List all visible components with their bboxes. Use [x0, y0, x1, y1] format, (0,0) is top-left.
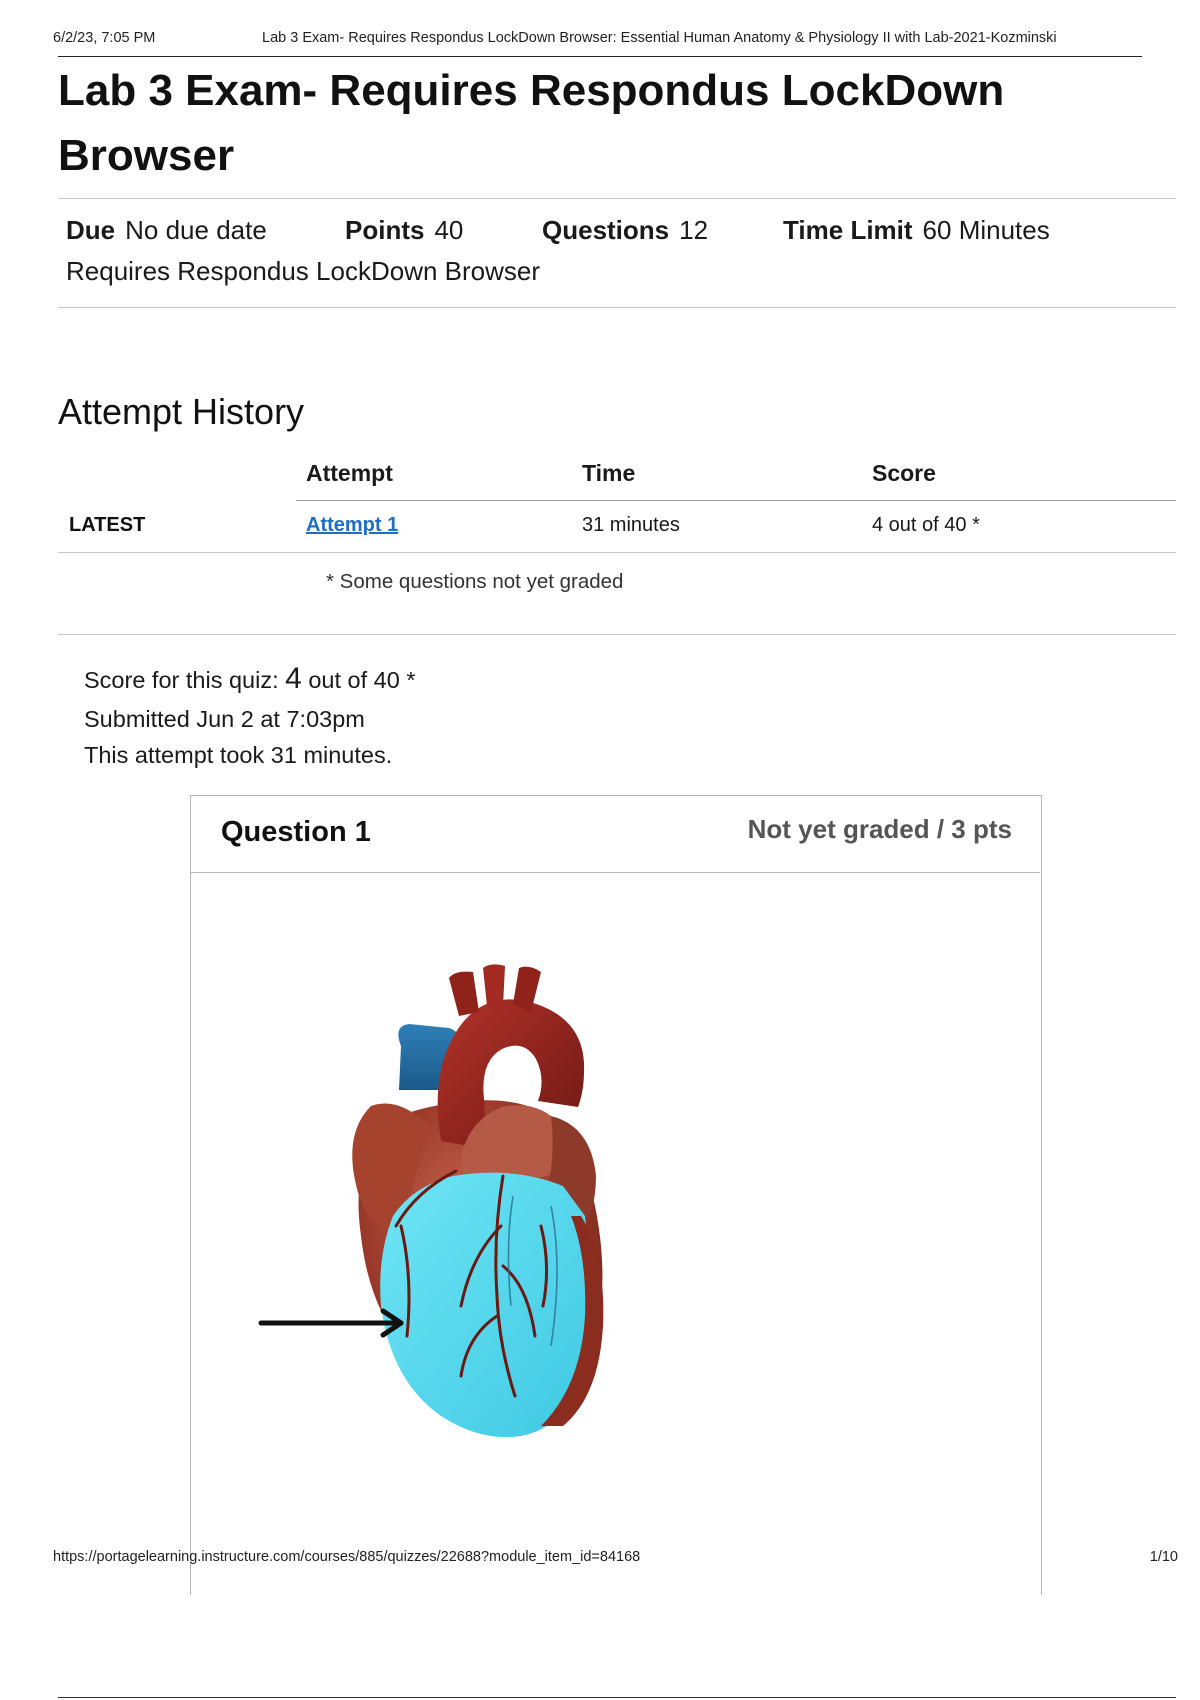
lockdown-requirement: Requires Respondus LockDown Browser: [66, 256, 541, 286]
points-value: 40: [434, 215, 464, 245]
table-row-divider: [58, 552, 1176, 553]
time-limit-label: Time Limit: [783, 215, 913, 245]
attempt-1-link[interactable]: Attempt 1: [306, 514, 399, 536]
due-label: Due: [66, 215, 116, 245]
time-limit-value: 60 Minutes: [922, 215, 1050, 245]
pointer-arrow: [261, 1311, 401, 1335]
latest-tag: LATEST: [69, 514, 146, 536]
column-header-time: Time: [582, 460, 636, 486]
question-header: [191, 796, 1040, 873]
grading-note: * Some questions not yet graded: [326, 570, 624, 593]
meta-top-divider: [58, 198, 1176, 199]
page-bottom-divider: [58, 1697, 1176, 1698]
question-card: [190, 795, 1042, 1595]
print-page-number: 1/10: [1149, 1549, 1178, 1565]
heart-diagram-image: [251, 926, 631, 1446]
column-header-score: Score: [872, 460, 936, 486]
attempt-duration: This attempt took 31 minutes.: [84, 742, 393, 768]
print-document-title: Lab 3 Exam- Requires Respondus LockDown Browser: Essential Human Anatomy & Physiology II with Lab-2021-Kozminski: [262, 30, 1057, 46]
questions-label: Questions: [542, 215, 670, 245]
score-suffix: out of 40 *: [301, 667, 416, 693]
print-footer-url: https://portagelearning.instructure.com/courses/885/quizzes/22688?module_item_id=84168: [53, 1549, 641, 1565]
attempt-time: 31 minutes: [582, 514, 680, 536]
question-status: Not yet graded / 3 pts: [747, 814, 1012, 844]
column-header-attempt: Attempt: [306, 460, 393, 486]
header-divider: [58, 56, 1142, 57]
due-info: [66, 215, 267, 246]
attempt-history-title: Attempt History: [58, 391, 305, 432]
question-title: Question 1: [221, 816, 371, 848]
attempt-score: 4 out of 40 *: [872, 514, 980, 536]
submitted-time: Submitted Jun 2 at 7:03pm: [84, 706, 365, 732]
questions-info: [542, 215, 708, 246]
questions-value: 12: [679, 215, 709, 245]
page-title: Lab 3 Exam- Requires Respondus LockDown Browser: [58, 66, 1005, 180]
time-limit-info: [783, 215, 1050, 246]
print-datetime: 6/2/23, 7:05 PM: [53, 30, 156, 46]
due-value: No due date: [125, 215, 267, 245]
score-value: 4: [285, 662, 302, 695]
points-info: [345, 215, 463, 246]
table-header-divider: [296, 500, 1176, 501]
attempt-history-bottom-divider: [58, 634, 1176, 635]
meta-bottom-divider: [58, 307, 1176, 308]
points-label: Points: [345, 215, 425, 245]
print-header: [0, 0, 1200, 50]
score-prefix: Score for this quiz:: [84, 667, 286, 693]
quiz-score-line: [84, 662, 416, 696]
